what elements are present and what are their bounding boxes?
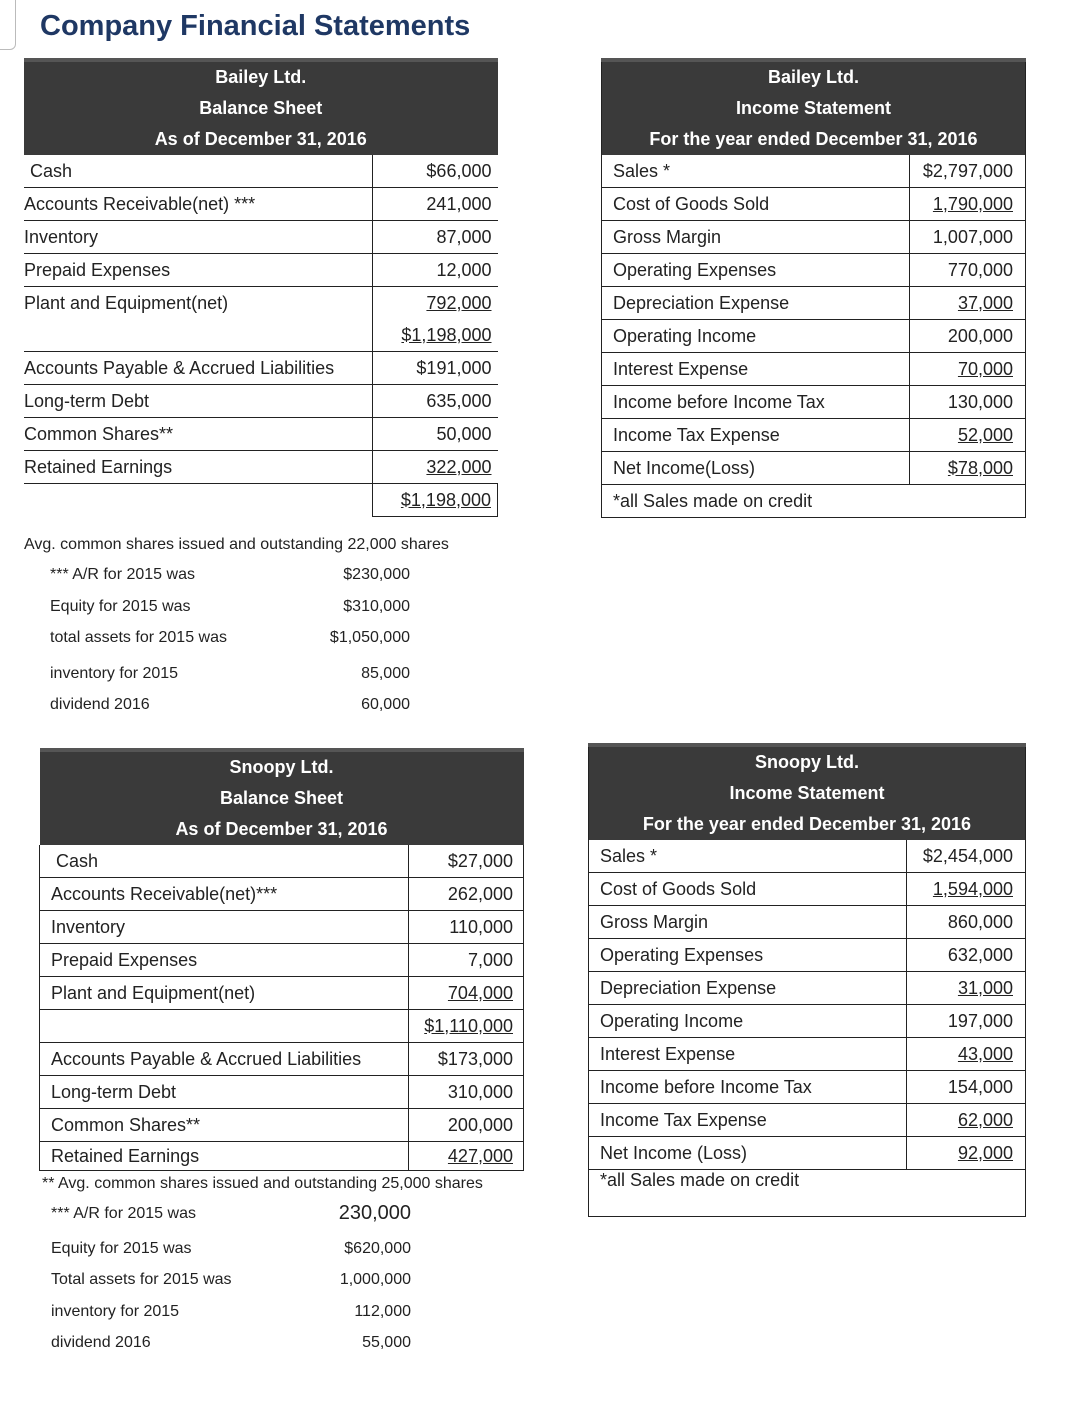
row-label: Sales * — [602, 155, 910, 188]
row-label: Sales * — [589, 840, 907, 873]
note-label: *** A/R for 2015 was — [50, 566, 195, 583]
row-label: Cost of Goods Sold — [589, 873, 907, 906]
row-label: Depreciation Expense — [602, 287, 910, 320]
row-value-text: 37,000 — [957, 292, 1013, 313]
row-value-text: 792,000 — [426, 292, 492, 313]
row-label: Cost of Goods Sold — [602, 188, 910, 221]
row-value: 110,000 — [409, 911, 524, 944]
row-value: $173,000 — [409, 1043, 524, 1076]
row-value — [373, 451, 498, 484]
row-value-text: 427,000 — [447, 1145, 513, 1166]
row-value: 200,000 — [910, 320, 1026, 353]
row-label — [24, 484, 373, 517]
bailey-balance-sheet — [24, 58, 498, 517]
row-value — [910, 353, 1026, 386]
note-label: Equity for 2015 was — [50, 598, 191, 615]
bailey-income-company: Bailey Ltd. — [602, 60, 1026, 93]
row-value-text: 322,000 — [426, 456, 492, 477]
row-value: 50,000 — [373, 418, 498, 451]
row-label — [40, 1010, 409, 1043]
row-value: $66,000 — [373, 155, 498, 188]
row-label: Long-term Debt — [40, 1076, 409, 1109]
note-label: dividend 2016 — [51, 1334, 151, 1351]
row-label: Inventory — [24, 221, 373, 254]
total-assets-value: $1,198,000 — [401, 324, 492, 345]
snoopy-income-company: Snoopy Ltd. — [589, 745, 1026, 778]
note-label: inventory for 2015 — [50, 665, 179, 682]
row-label: Gross Margin — [602, 221, 910, 254]
row-value: 130,000 — [910, 386, 1026, 419]
row-label: Income before Income Tax — [589, 1071, 907, 1104]
row-label: Income Tax Expense — [602, 419, 910, 452]
row-value — [910, 287, 1026, 320]
row-label: Interest Expense — [589, 1038, 907, 1071]
row-value-text: 1,790,000 — [932, 193, 1013, 214]
row-label: Operating Expenses — [589, 939, 907, 972]
row-label: Operating Income — [589, 1005, 907, 1038]
total-assets-value: $1,110,000 — [424, 1015, 513, 1036]
row-value-text: 52,000 — [957, 424, 1013, 445]
row-value — [907, 1104, 1026, 1137]
row-label: Retained Earnings — [24, 451, 373, 484]
row-label: Operating Expenses — [602, 254, 910, 287]
row-label: Prepaid Expenses — [40, 944, 409, 977]
bailey-balance-date: As of December 31, 2016 — [24, 124, 498, 155]
bailey-income-period: For the year ended December 31, 2016 — [602, 124, 1026, 155]
snoopy-balance-company: Snoopy Ltd. — [40, 750, 524, 783]
row-value: 310,000 — [409, 1076, 524, 1109]
row-label: Retained Earnings — [40, 1142, 409, 1171]
snoopy-income-period: For the year ended December 31, 2016 — [589, 809, 1026, 840]
row-value: 860,000 — [907, 906, 1026, 939]
row-label: Plant and Equipment(net) — [24, 287, 373, 320]
row-label: Cash — [40, 845, 409, 878]
row-value — [409, 1142, 524, 1171]
snoopy-notes — [42, 1175, 542, 1355]
row-label: Net Income (Loss) — [589, 1137, 907, 1170]
row-label: Plant and Equipment(net) — [40, 977, 409, 1010]
snoopy-balance-title: Balance Sheet — [40, 783, 524, 814]
row-value — [409, 977, 524, 1010]
row-value: 7,000 — [409, 944, 524, 977]
row-value: 1,007,000 — [910, 221, 1026, 254]
row-value — [373, 484, 498, 517]
note-value: 1,000,000 — [339, 1271, 411, 1288]
note-value: $310,000 — [343, 598, 410, 615]
row-label: Interest Expense — [602, 353, 910, 386]
row-value: $2,454,000 — [907, 840, 1026, 873]
note-label: inventory for 2015 — [51, 1303, 180, 1320]
income-footnote: *all Sales made on credit — [613, 490, 813, 511]
snoopy-shares-note: ** Avg. common shares issued and outstanding 25,000 shares — [42, 1175, 483, 1192]
row-value — [910, 452, 1026, 485]
row-value: $2,797,000 — [910, 155, 1026, 188]
row-label: Common Shares** — [40, 1109, 409, 1142]
row-label: Income Tax Expense — [589, 1104, 907, 1137]
row-label: Accounts Receivable(net) *** — [24, 188, 373, 221]
row-label: Net Income(Loss) — [602, 452, 910, 485]
note-value: $1,050,000 — [329, 629, 410, 646]
row-value: 197,000 — [907, 1005, 1026, 1038]
note-value: 85,000 — [361, 665, 410, 682]
snoopy-income-title: Income Statement — [589, 778, 1026, 809]
row-value: 154,000 — [907, 1071, 1026, 1104]
row-value: $191,000 — [373, 352, 498, 385]
row-value — [907, 1137, 1026, 1170]
row-value: 241,000 — [373, 188, 498, 221]
row-value-text: 70,000 — [957, 358, 1013, 379]
row-label: Inventory — [40, 911, 409, 944]
note-value: 112,000 — [354, 1303, 411, 1320]
income-blank-row — [589, 1192, 1026, 1217]
snoopy-balance-date: As of December 31, 2016 — [40, 814, 524, 845]
row-value-text: 704,000 — [447, 982, 513, 1003]
row-label: Prepaid Expenses — [24, 254, 373, 287]
note-label: dividend 2016 — [50, 696, 150, 713]
row-value — [907, 972, 1026, 1005]
row-label: Cash — [24, 155, 373, 188]
row-value — [373, 287, 498, 320]
row-value-text: 31,000 — [957, 977, 1013, 998]
row-label: Gross Margin — [589, 906, 907, 939]
total-liabilities-equity-value: $1,198,000 — [400, 489, 491, 510]
snoopy-balance-sheet — [39, 748, 524, 1171]
row-label: Accounts Payable & Accrued Liabilities — [40, 1043, 409, 1076]
bailey-income-title: Income Statement — [602, 93, 1026, 124]
row-value — [910, 419, 1026, 452]
row-value: $27,000 — [409, 845, 524, 878]
bailey-balance-company: Bailey Ltd. — [24, 60, 498, 93]
page-title: Company Financial Statements — [40, 10, 471, 42]
row-value — [910, 188, 1026, 221]
income-footnote: *all Sales made on credit — [600, 1170, 800, 1190]
row-label: Long-term Debt — [24, 385, 373, 418]
row-value: 262,000 — [409, 878, 524, 911]
bailey-balance-title: Balance Sheet — [24, 93, 498, 124]
row-value: 12,000 — [373, 254, 498, 287]
row-value — [373, 319, 498, 352]
note-value: $620,000 — [344, 1240, 411, 1257]
bailey-notes — [24, 536, 504, 716]
note-label: Total assets for 2015 was — [51, 1271, 232, 1288]
row-label: Accounts Payable & Accrued Liabilities — [24, 352, 373, 385]
row-value: 770,000 — [910, 254, 1026, 287]
row-value-text: 43,000 — [957, 1043, 1013, 1064]
page-corner-decoration — [0, 0, 16, 50]
row-value — [907, 873, 1026, 906]
row-value: 635,000 — [373, 385, 498, 418]
row-label — [24, 319, 373, 352]
row-label: Accounts Receivable(net)*** — [40, 878, 409, 911]
note-label: *** A/R for 2015 was — [51, 1205, 196, 1222]
row-value: 200,000 — [409, 1109, 524, 1142]
row-label: Operating Income — [602, 320, 910, 353]
row-value — [907, 1038, 1026, 1071]
row-value-text: 1,594,000 — [932, 878, 1013, 899]
bailey-shares-note: Avg. common shares issued and outstanding 22,000 shares — [24, 536, 449, 553]
row-value: 87,000 — [373, 221, 498, 254]
net-income-value: $78,000 — [947, 457, 1013, 478]
row-value — [409, 1010, 524, 1043]
row-value-text: 62,000 — [957, 1109, 1013, 1130]
row-label: Common Shares** — [24, 418, 373, 451]
bailey-income-statement — [601, 58, 1026, 518]
row-value: 632,000 — [907, 939, 1026, 972]
note-value: 55,000 — [362, 1334, 411, 1351]
note-value: 230,000 — [338, 1202, 411, 1224]
row-label: Income before Income Tax — [602, 386, 910, 419]
row-label: Depreciation Expense — [589, 972, 907, 1005]
note-label: Equity for 2015 was — [51, 1240, 192, 1257]
note-value: $230,000 — [343, 566, 410, 583]
note-label: total assets for 2015 was — [50, 629, 227, 646]
net-income-value: 92,000 — [957, 1142, 1013, 1163]
note-value: 60,000 — [361, 696, 410, 713]
snoopy-income-statement — [588, 743, 1026, 1217]
